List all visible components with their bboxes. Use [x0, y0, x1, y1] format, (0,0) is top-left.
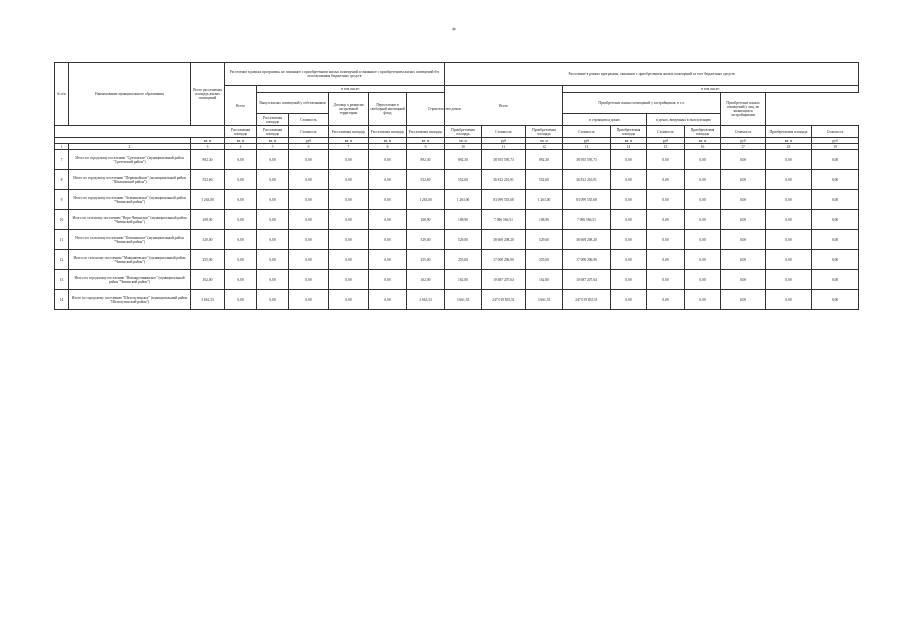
row-value-cell: 892,30 — [407, 150, 445, 170]
header-sub-cost-2: Стоимость — [482, 126, 526, 138]
table-row — [55, 250, 859, 270]
row-number: 7 — [55, 150, 69, 170]
row-value-cell: 3 661,53 — [445, 290, 482, 310]
header-under-construction: в строящихся домах — [563, 114, 647, 126]
unit-cell: руб — [647, 138, 685, 144]
row-value-cell: 1 263,00 — [191, 190, 225, 210]
row-value-cell: 108,90 — [445, 210, 482, 230]
unit-cell: кв. м — [766, 138, 812, 144]
table-row — [55, 190, 859, 210]
column-number: 18 — [766, 144, 812, 150]
row-value-cell: 162,00 — [191, 270, 225, 290]
header-cost-buyout: Стоимость — [289, 114, 329, 126]
row-value-cell: 0,00 — [812, 210, 859, 230]
row-number: 13 — [55, 270, 69, 290]
row-value-cell: 0,00 — [685, 230, 721, 250]
row-value-cell: 892,30 — [526, 150, 563, 170]
unit-cell: кв. м — [445, 138, 482, 144]
row-value-cell: 0,00 — [369, 190, 407, 210]
row-value-cell: 0,00 — [329, 150, 369, 170]
column-number: 4 — [225, 144, 257, 150]
row-value-cell: 0,00 — [611, 190, 647, 210]
row-value-cell: 529,00 — [445, 230, 482, 250]
row-value-cell: 0,00 — [766, 290, 812, 310]
column-number: 13 — [563, 144, 611, 150]
row-value-cell: 17 008 296,90 — [482, 250, 526, 270]
row-value-cell: 0,00 — [289, 150, 329, 170]
row-value-cell: 10 687 207,64 — [563, 270, 611, 290]
row-value-cell: 0,00 — [369, 150, 407, 170]
header-sub-area-relocated-4: Расселяемая площадь — [369, 126, 407, 138]
row-value-cell: 0,00 — [225, 170, 257, 190]
row-value-cell: 3 661,53 — [407, 290, 445, 310]
column-number: 1 — [55, 144, 69, 150]
row-municipality-name: Итого по городскому поселению "Шелопугинское" (муниципальный район "Шелопугинский район") — [69, 290, 191, 310]
row-value-cell: 3 661,53 — [191, 290, 225, 310]
row-municipality-name: Итого по сельскому поселению "Domnинское" (муниципальный район "Читинский район") — [69, 230, 191, 250]
row-value-cell: 0,00 — [647, 290, 685, 310]
row-value-cell: 0,00 — [257, 250, 289, 270]
unit-cell: кв. м — [611, 138, 647, 144]
row-value-cell: 0,00 — [611, 210, 647, 230]
row-value-cell: 0,00 — [812, 150, 859, 170]
header-all-budget: Всего — [445, 86, 563, 126]
row-value-cell: 0,00 — [766, 190, 812, 210]
unit-cell: кв. м — [369, 138, 407, 144]
row-value-cell: 0,00 — [225, 150, 257, 170]
row-value-cell: 10 687 207,64 — [482, 270, 526, 290]
row-value-cell: 7 096 566,51 — [563, 210, 611, 230]
column-number: 16 — [685, 144, 721, 150]
row-value-cell: 0,00 — [812, 230, 859, 250]
row-number: 11 — [55, 230, 69, 250]
column-number: 5 — [257, 144, 289, 150]
row-number: 9 — [55, 190, 69, 210]
column-number: 7 — [329, 144, 369, 150]
row-value-cell: 0,00 — [685, 250, 721, 270]
row-value-cell: 0,00 — [257, 210, 289, 230]
row-value-cell: 0,00 — [766, 250, 812, 270]
header-sub-area-acquired: Приобретаемая площадь — [445, 126, 482, 138]
row-value-cell: 38 955 595,73 — [563, 150, 611, 170]
header-sub-area-acquired-2: Приобретаемая площадь — [526, 126, 563, 138]
row-value-cell: 0,00 — [721, 250, 766, 270]
row-value-cell: 1 263,00 — [445, 190, 482, 210]
column-number: 10 — [445, 144, 482, 150]
row-value-cell: 36 812 216,91 — [563, 170, 611, 190]
row-value-cell: 0,00 — [369, 230, 407, 250]
row-value-cell: 0,00 — [685, 210, 721, 230]
column-number: 17 — [721, 144, 766, 150]
row-value-cell: 529,00 — [407, 230, 445, 250]
header-sub-cost-5: Стоимость — [721, 126, 766, 138]
header-sub-area-relocated-2: Расселяемая площадь — [257, 126, 289, 138]
row-value-cell: 36 812 216,91 — [482, 170, 526, 190]
unit-cell: руб — [812, 138, 859, 144]
row-value-cell: 255,00 — [445, 250, 482, 270]
row-value-cell: 108,90 — [526, 210, 563, 230]
header-sub-cost: Стоимость — [289, 126, 329, 138]
row-value-cell: 0,00 — [329, 290, 369, 310]
row-value-cell: 0,00 — [647, 170, 685, 190]
row-value-cell: 0,00 — [329, 170, 369, 190]
row-value-cell: 108,90 — [407, 210, 445, 230]
row-value-cell: 0,00 — [225, 250, 257, 270]
row-value-cell: 0,00 — [289, 210, 329, 230]
row-municipality-name: Итого по городскому поселению "Сретенское" (муниципальный район "Сретенский район") — [69, 150, 191, 170]
row-value-cell: 0,00 — [766, 270, 812, 290]
header-no: № п/п — [55, 63, 69, 126]
header-in-operation: в домах, введенных в эксплуатацию — [647, 114, 721, 126]
table-row — [55, 210, 859, 230]
row-value-cell: 0,00 — [329, 270, 369, 290]
row-value-cell: 0,00 — [225, 230, 257, 250]
column-number: 19 — [812, 144, 859, 150]
row-value-cell: 0,00 — [766, 210, 812, 230]
row-value-cell: 0,00 — [721, 190, 766, 210]
row-value-cell: 0,00 — [289, 290, 329, 310]
row-value-cell: 0,00 — [329, 190, 369, 210]
row-value-cell: 0,00 — [685, 190, 721, 210]
row-value-cell: 0,00 — [257, 190, 289, 210]
row-value-cell: 0,00 — [647, 250, 685, 270]
page-mark: * — [452, 26, 456, 35]
header-area-relocated-buyout: Расселяемая площадь — [257, 114, 289, 126]
row-value-cell: 0,00 — [289, 190, 329, 210]
header-incl-budget: в том числе: — [563, 86, 859, 93]
row-value-cell: 0,00 — [257, 150, 289, 170]
row-number: 10 — [55, 210, 69, 230]
row-value-cell: 0,00 — [369, 290, 407, 310]
row-value-cell: 0,00 — [611, 150, 647, 170]
column-number: 11 — [482, 144, 526, 150]
row-value-cell: 0,00 — [369, 250, 407, 270]
header-sub-area-acquired-4: Приобретаемая площадь — [685, 126, 721, 138]
header-from-persons: Приобретение жилых помещений у лиц, не являющихся застройщиками — [721, 93, 766, 126]
row-value-cell: 0,00 — [721, 210, 766, 230]
row-value-cell: 529,00 — [526, 230, 563, 250]
unit-cell: кв. м — [257, 138, 289, 144]
row-value-cell: 529,00 — [191, 230, 225, 250]
row-value-cell: 38 955 595,73 — [482, 150, 526, 170]
row-value-cell: 247 019 835,51 — [563, 290, 611, 310]
header-blank — [55, 126, 225, 138]
header-sub-area-acquired-3: Приобретаемая площадь — [611, 126, 647, 138]
column-number: 2 — [69, 144, 191, 150]
row-municipality-name: Итого по городскому поселению "Новокручининское" (муниципальный район "Читинский район") — [69, 270, 191, 290]
column-number: 6 — [289, 144, 329, 150]
header-free-fund: Переселение в свободный жилищный фонд — [369, 93, 407, 126]
row-value-cell: 0,00 — [257, 290, 289, 310]
row-value-cell: 0,00 — [647, 150, 685, 170]
table-row — [55, 290, 859, 310]
row-value-cell: 0,00 — [721, 290, 766, 310]
header-total-area: Всего расселяемая площадь жилых помещений — [191, 63, 225, 126]
header-group-program: Расселение в рамках программы, не связанное с приобретением жилых помещений и связанное с приобретением жилых помещений без использования бюджетных средств — [225, 63, 445, 86]
row-value-cell: 255,00 — [407, 250, 445, 270]
unit-cell: кв. м — [329, 138, 369, 144]
row-value-cell: 552,60 — [191, 170, 225, 190]
row-value-cell: 0,00 — [611, 230, 647, 250]
row-municipality-name: Итого по сельскому поселению "Верх-Читинское" (муниципальный район "Читинский район") — [69, 210, 191, 230]
row-value-cell: 0,00 — [812, 250, 859, 270]
row-value-cell: 0,00 — [685, 290, 721, 310]
header-sub-cost-6: Стоимость — [812, 126, 859, 138]
row-value-cell: 38 669 208,20 — [563, 230, 611, 250]
row-value-cell: 0,00 — [225, 270, 257, 290]
row-value-cell: 0,00 — [647, 230, 685, 250]
row-value-cell: 0,00 — [812, 170, 859, 190]
row-number: 12 — [55, 250, 69, 270]
header-construction: Строительство домов — [407, 93, 482, 126]
header-sub-area-relocated: Расселяемая площадь — [225, 126, 257, 138]
row-value-cell: 0,00 — [329, 210, 369, 230]
row-value-cell: 0,00 — [611, 170, 647, 190]
unit-cell: руб — [721, 138, 766, 144]
table-row — [55, 150, 859, 170]
unit-cell: кв. м — [526, 138, 563, 144]
row-value-cell: 1 263,00 — [526, 190, 563, 210]
header-name: Наименование муниципального образования — [69, 63, 191, 126]
row-value-cell: 83 099 555,68 — [563, 190, 611, 210]
header-sub-cost-4: Стоимость — [647, 126, 685, 138]
row-value-cell: 162,00 — [445, 270, 482, 290]
table-row — [55, 270, 859, 290]
row-value-cell: 0,00 — [647, 210, 685, 230]
row-value-cell: 108,90 — [191, 210, 225, 230]
table-row — [55, 230, 859, 250]
row-value-cell: 83 099 555,68 — [482, 190, 526, 210]
row-number: 8 — [55, 170, 69, 190]
row-value-cell: 0,00 — [369, 170, 407, 190]
row-value-cell: 0,00 — [766, 170, 812, 190]
row-municipality-name: Итого по сельскому поселению "Маккавеевское" (муниципальный район "Читинский район") — [69, 250, 191, 270]
row-value-cell: 0,00 — [225, 290, 257, 310]
row-value-cell: 0,00 — [225, 190, 257, 210]
column-number: 8 — [369, 144, 407, 150]
row-value-cell: 0,00 — [812, 270, 859, 290]
relocation-report-table — [54, 62, 859, 310]
header-agreement: Договор о развитии застроенной территории — [329, 93, 369, 126]
row-value-cell: 1 263,00 — [407, 190, 445, 210]
row-value-cell: 255,00 — [526, 250, 563, 270]
header-acquisition: Приобретение жилых помещений у застройщиков, в т.ч. — [563, 93, 721, 114]
header-buyout: Выкуп жилых помещений у собственников — [257, 93, 329, 114]
row-value-cell: 38 669 208,20 — [482, 230, 526, 250]
row-value-cell: 0,00 — [611, 270, 647, 290]
row-number: 14 — [55, 290, 69, 310]
row-value-cell: 0,00 — [257, 270, 289, 290]
row-value-cell: 0,00 — [685, 170, 721, 190]
row-value-cell: 0,00 — [685, 150, 721, 170]
header-sub-area-relocated-3: Расселяемая площадь — [329, 126, 369, 138]
row-value-cell: 0,00 — [647, 270, 685, 290]
unit-cell: руб — [482, 138, 526, 144]
row-value-cell: 0,00 — [289, 230, 329, 250]
row-municipality-name: Итого по городскому поселению "Первомайское" (муниципальный район "Шилкинский район") — [69, 170, 191, 190]
row-value-cell: 17 008 296,90 — [563, 250, 611, 270]
unit-cell: руб — [289, 138, 329, 144]
row-value-cell: 3 661,53 — [526, 290, 563, 310]
row-value-cell: 0,00 — [289, 170, 329, 190]
unit-cell: кв. м — [685, 138, 721, 144]
column-number: 3 — [191, 144, 225, 150]
header-incl: в том числе: — [257, 86, 445, 93]
table-row — [55, 170, 859, 190]
row-value-cell: 892,30 — [191, 150, 225, 170]
row-value-cell: 0,00 — [329, 230, 369, 250]
row-value-cell: 0,00 — [721, 270, 766, 290]
row-value-cell: 552,60 — [445, 170, 482, 190]
row-value-cell: 0,00 — [369, 210, 407, 230]
row-value-cell: 0,00 — [369, 270, 407, 290]
row-value-cell: 0,00 — [812, 190, 859, 210]
column-number: 15 — [647, 144, 685, 150]
header-all: Всего — [225, 86, 257, 126]
row-municipality-name: Итого по городскому поселению "Атамановское" (муниципальный район "Читинский район") — [69, 190, 191, 210]
row-value-cell: 552,60 — [526, 170, 563, 190]
row-value-cell: 0,00 — [685, 270, 721, 290]
row-value-cell: 892,30 — [445, 150, 482, 170]
row-value-cell: 0,00 — [766, 230, 812, 250]
row-value-cell: 162,00 — [526, 270, 563, 290]
row-value-cell: 0,00 — [721, 150, 766, 170]
row-value-cell: 0,00 — [766, 150, 812, 170]
header-sub-cost-3: Стоимость — [563, 126, 611, 138]
row-value-cell: 0,00 — [225, 210, 257, 230]
row-value-cell: 552,60 — [407, 170, 445, 190]
header-sub-area-acquired-5: Приобретаемая площадь — [766, 126, 812, 138]
row-value-cell: 247 019 835,51 — [482, 290, 526, 310]
row-value-cell: 0,00 — [721, 230, 766, 250]
row-value-cell: 7 096 566,51 — [482, 210, 526, 230]
unit-cell: кв. м — [225, 138, 257, 144]
row-value-cell: 0,00 — [289, 250, 329, 270]
header-sub-area-relocated-5: Расселяемая площадь — [407, 126, 445, 138]
unit-cell: кв. м — [407, 138, 445, 144]
row-value-cell: 0,00 — [812, 290, 859, 310]
row-value-cell: 255,00 — [191, 250, 225, 270]
unit-cell: руб — [563, 138, 611, 144]
column-number: 9 — [407, 144, 445, 150]
row-value-cell: 0,00 — [329, 250, 369, 270]
row-value-cell: 0,00 — [611, 250, 647, 270]
row-value-cell: 162,00 — [407, 270, 445, 290]
row-value-cell: 0,00 — [611, 290, 647, 310]
row-value-cell: 0,00 — [257, 230, 289, 250]
header-group-budget: Расселение в рамках программы, связанное с приобретением жилых помещений за счет бюджетных средств — [445, 63, 859, 86]
row-value-cell: 0,00 — [721, 170, 766, 190]
column-number: 14 — [611, 144, 647, 150]
row-value-cell: 0,00 — [289, 270, 329, 290]
unit-cell: кв. м — [191, 138, 225, 144]
column-number: 12 — [526, 144, 563, 150]
row-value-cell: 0,00 — [257, 170, 289, 190]
row-value-cell: 0,00 — [647, 190, 685, 210]
